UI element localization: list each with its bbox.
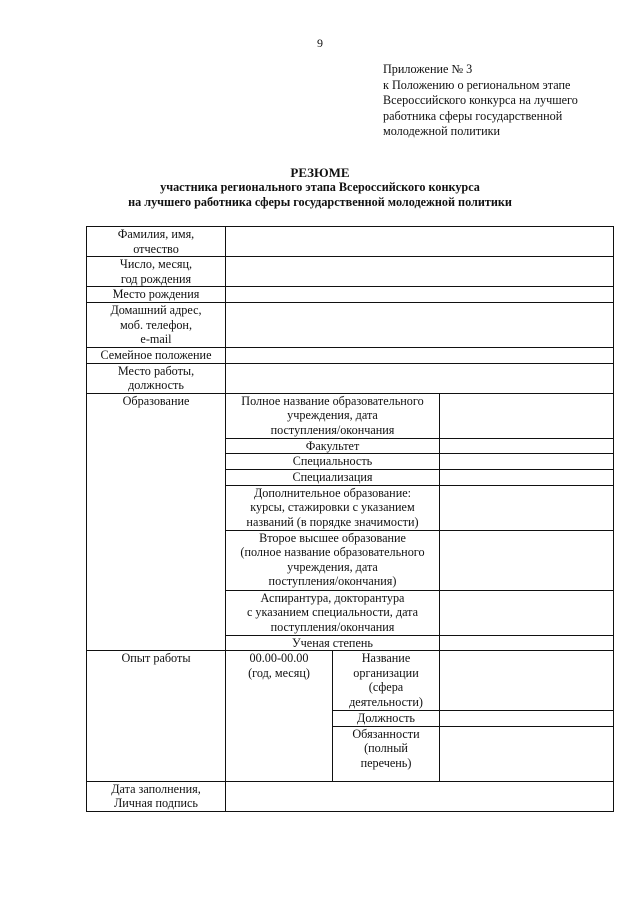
field-organization[interactable] — [440, 651, 614, 711]
field-date-signature[interactable] — [226, 781, 614, 811]
row-workplace — [87, 363, 614, 393]
document-subtitle-line: на лучшего работника сферы государственной молодежной политики — [128, 195, 512, 209]
label-marital-status: Семейное положение — [87, 347, 226, 363]
label-birth-date: Число, месяц, год рождения — [87, 257, 226, 287]
field-birth-date[interactable] — [226, 257, 614, 287]
label-education: Образование — [87, 393, 226, 650]
field-position[interactable] — [440, 711, 614, 727]
row-birthplace — [87, 287, 614, 303]
field-academic-degree[interactable] — [440, 635, 614, 651]
field-marital-status[interactable] — [226, 347, 614, 363]
appendix-line: Приложение № 3 — [383, 62, 473, 76]
label-specialization: Специализация — [226, 469, 440, 485]
label-full-name: Фамилия, имя, отчество — [87, 227, 226, 257]
row-full-name — [87, 227, 614, 257]
appendix-note — [383, 62, 623, 140]
resume-form-table — [86, 226, 614, 812]
appendix-line: молодежной политики — [383, 124, 501, 139]
appendix-line: Всероссийского конкурса на лучшего — [383, 93, 578, 108]
label-organization: Название организации (сфера деятельности) — [333, 651, 440, 711]
appendix-line: к Положению о региональном этапе — [383, 77, 571, 92]
row-birth-date — [87, 257, 614, 287]
label-birthplace: Место рождения — [87, 287, 226, 303]
document-heading — [0, 165, 640, 210]
field-duties[interactable] — [440, 726, 614, 781]
row-marital-status — [87, 347, 614, 363]
document-title: РЕЗЮМЕ — [290, 165, 350, 180]
field-specialty[interactable] — [440, 454, 614, 470]
field-faculty[interactable] — [440, 438, 614, 454]
field-education-institution[interactable] — [440, 393, 614, 438]
page-number: 9 — [317, 36, 323, 50]
label-academic-degree: Ученая степень — [226, 635, 440, 651]
row-education-institution — [87, 393, 614, 438]
row-date-signature — [87, 781, 614, 811]
label-education-institution: Полное название образовательного учреждения, дата поступления/окончания — [226, 393, 440, 438]
label-specialty: Специальность — [226, 454, 440, 470]
label-date-signature: Дата заполнения, Личная подпись — [87, 781, 226, 811]
label-workplace: Место работы, должность — [87, 363, 226, 393]
label-second-higher-education: Второе высшее образование (полное название образовательного учреждения, дата поступления/окончания) — [226, 530, 440, 590]
field-postgraduate[interactable] — [440, 590, 614, 635]
label-additional-education: Дополнительное образование: курсы, стажировки с указанием названий (в порядке значимости) — [226, 485, 440, 530]
field-additional-education[interactable] — [440, 485, 614, 530]
field-full-name[interactable] — [226, 227, 614, 257]
field-workplace[interactable] — [226, 363, 614, 393]
row-experience-organization — [87, 651, 614, 711]
appendix-line: работника сферы государственной — [383, 108, 563, 123]
label-address: Домашний адрес, моб. телефон, e-mail — [87, 302, 226, 347]
label-position: Должность — [333, 711, 440, 727]
label-postgraduate: Аспирантура, докторантура с указанием специальности, дата поступления/окончания — [226, 590, 440, 635]
row-address — [87, 302, 614, 347]
field-second-higher-education[interactable] — [440, 530, 614, 590]
field-address[interactable] — [226, 302, 614, 347]
label-duties: Обязанности (полный перечень) — [333, 726, 440, 781]
field-work-period[interactable]: 00.00-00.00 (год, месяц) — [226, 651, 333, 782]
document-subtitle-line: участника регионального этапа Всероссийского конкурса — [160, 180, 480, 194]
label-work-experience: Опыт работы — [87, 651, 226, 782]
label-faculty: Факультет — [226, 438, 440, 454]
field-specialization[interactable] — [440, 469, 614, 485]
field-birthplace[interactable] — [226, 287, 614, 303]
